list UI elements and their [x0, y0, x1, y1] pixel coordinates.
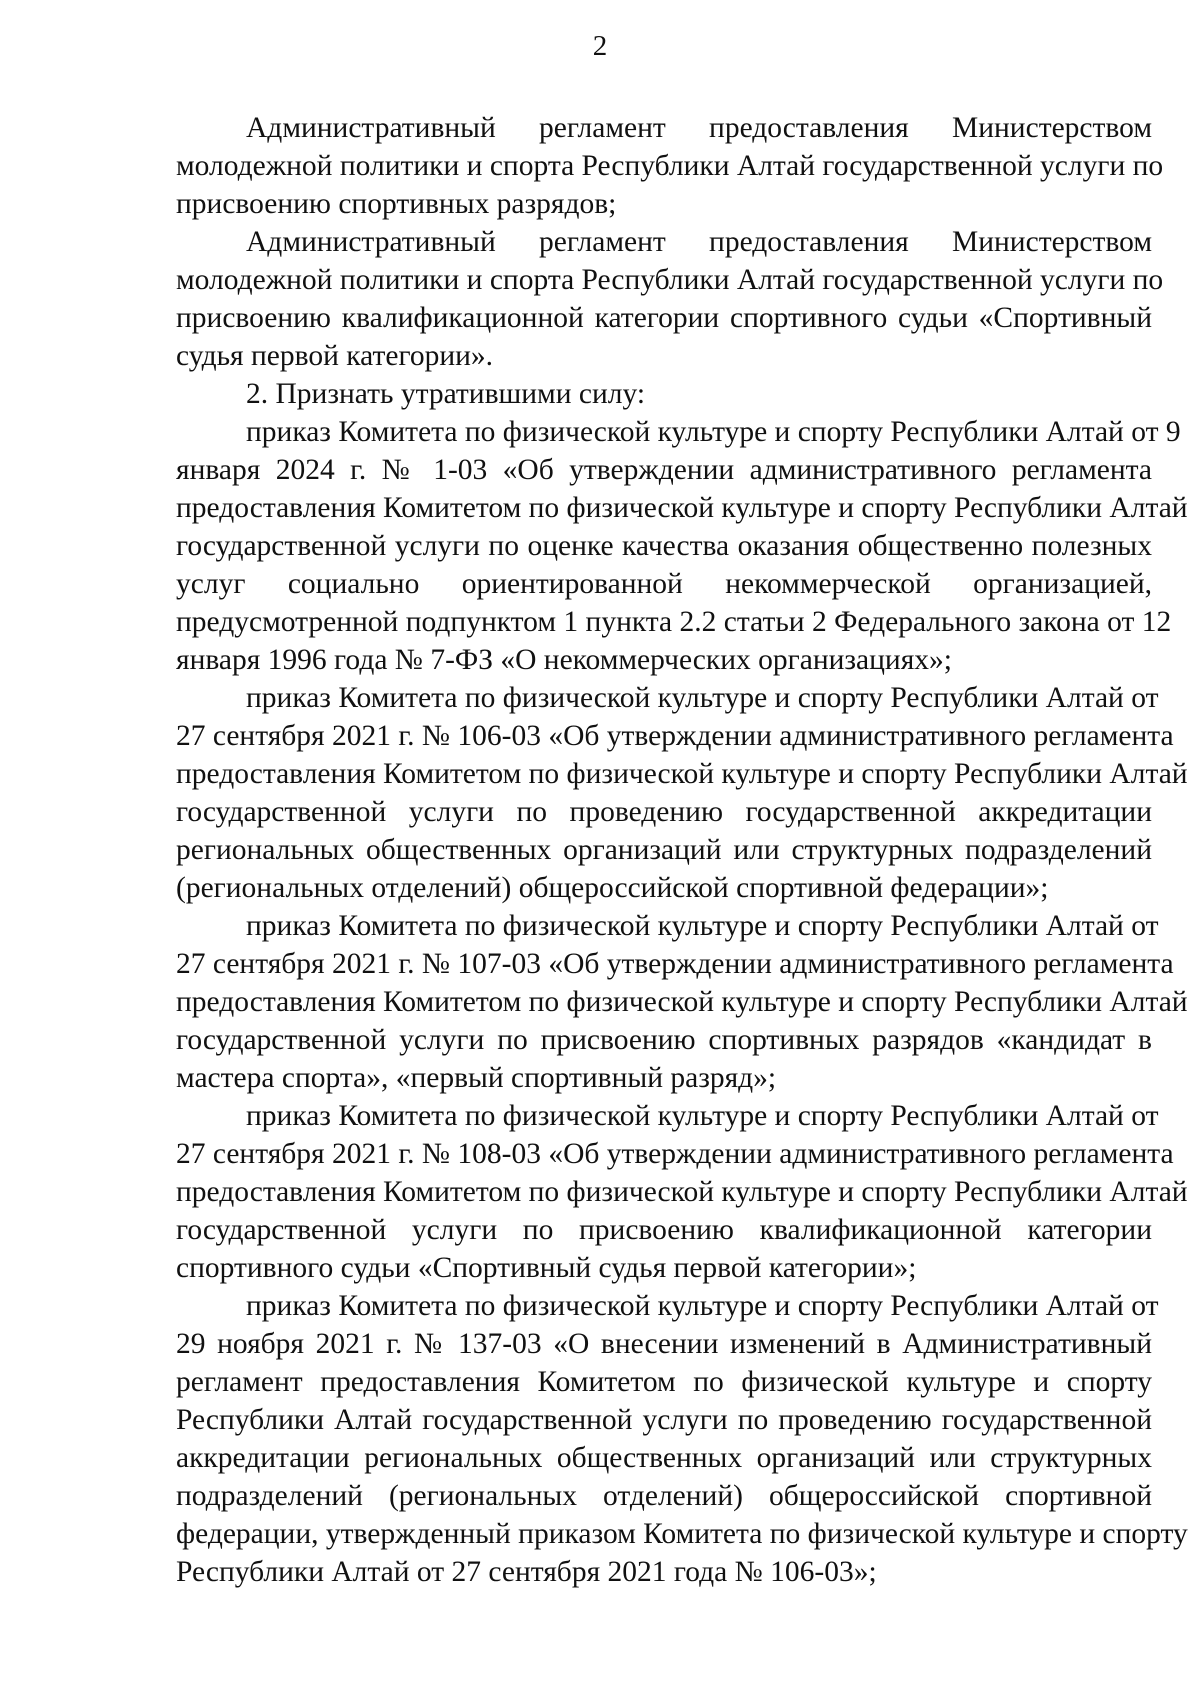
- text-line: предусмотренной подпунктом 1 пункта 2.2 статьи 2 Федерального закона от 12: [176, 606, 1172, 638]
- text-line: региональных общественных организаций или структурных подразделений: [176, 834, 1152, 866]
- text-line: молодежной политики и спорта Республики Алтай государственной услуги по: [176, 150, 1164, 182]
- text-line: государственной услуги по проведению государственной аккредитации: [176, 796, 1152, 828]
- text-line: предоставления Комитетом по физической культуре и спорту Республики Алтай: [176, 758, 1188, 790]
- text-line: предоставления Комитетом по физической культуре и спорту Республики Алтай: [176, 1176, 1188, 1208]
- document-body: [176, 109, 1188, 1591]
- paragraph: [176, 1097, 1188, 1287]
- text-line: подразделений (региональных отделений) общероссийской спортивной: [176, 1480, 1152, 1512]
- paragraph: [176, 413, 1188, 679]
- text-line: Республики Алтай государственной услуги по проведению государственной: [176, 1404, 1152, 1436]
- text-line: Административный регламент предоставления Министерством: [246, 112, 1152, 144]
- text-line: присвоению спортивных разрядов;: [176, 188, 617, 220]
- text-line: января 2024 г. № 1-03 «Об утверждении административного регламента: [176, 454, 1152, 486]
- text-line: 2. Признать утратившими силу:: [246, 378, 646, 410]
- text-line: предоставления Комитетом по физической культуре и спорту Республики Алтай: [176, 492, 1188, 524]
- text-line: молодежной политики и спорта Республики Алтай государственной услуги по: [176, 264, 1164, 296]
- text-line: услуг социально ориентированной некоммерческой организацией,: [176, 568, 1152, 600]
- text-line: федерации, утвержденный приказом Комитета по физической культуре и спорту: [176, 1518, 1188, 1550]
- text-line: Республики Алтай от 27 сентября 2021 года № 106-03»;: [176, 1556, 877, 1588]
- text-line: государственной услуги по оценке качества оказания общественно полезных: [176, 530, 1152, 562]
- text-line: приказ Комитета по физической культуре и спорту Республики Алтай от: [246, 1100, 1159, 1132]
- text-line: Административный регламент предоставления Министерством: [246, 226, 1152, 258]
- text-line: (региональных отделений) общероссийской спортивной федерации»;: [176, 872, 1049, 904]
- text-line: мастера спорта», «первый спортивный разряд»;: [176, 1062, 777, 1094]
- text-line: государственной услуги по присвоению квалификационной категории: [176, 1214, 1152, 1246]
- paragraph: [176, 1287, 1188, 1591]
- paragraph: [176, 109, 1164, 223]
- paragraph: [176, 223, 1164, 375]
- text-line: присвоению квалификационной категории спортивного судьи «Спортивный: [176, 302, 1152, 334]
- text-line: 27 сентября 2021 г. № 107-03 «Об утверждении административного регламента: [176, 948, 1174, 980]
- text-line: 27 сентября 2021 г. № 106-03 «Об утверждении административного регламента: [176, 720, 1174, 752]
- text-line: аккредитации региональных общественных организаций или структурных: [176, 1442, 1152, 1474]
- text-line: приказ Комитета по физической культуре и спорту Республики Алтай от 9: [246, 416, 1181, 448]
- text-line: приказ Комитета по физической культуре и спорту Республики Алтай от: [246, 1290, 1159, 1322]
- text-line: января 1996 года № 7-ФЗ «О некоммерческих организациях»;: [176, 644, 952, 676]
- paragraph: [176, 679, 1188, 907]
- text-line: 27 сентября 2021 г. № 108-03 «Об утверждении административного регламента: [176, 1138, 1174, 1170]
- text-line: государственной услуги по присвоению спортивных разрядов «кандидат в: [176, 1024, 1152, 1056]
- paragraph: [176, 907, 1188, 1097]
- text-line: судья первой категории».: [176, 340, 494, 372]
- page-number: 2: [592, 30, 608, 62]
- text-line: предоставления Комитетом по физической культуре и спорту Республики Алтай: [176, 986, 1188, 1018]
- paragraph: [176, 375, 1152, 413]
- text-line: 29 ноября 2021 г. № 137-03 «О внесении изменений в Административный: [176, 1328, 1152, 1360]
- text-line: приказ Комитета по физической культуре и спорту Республики Алтай от: [246, 910, 1159, 942]
- text-line: спортивного судьи «Спортивный судья первой категории»;: [176, 1252, 917, 1284]
- text-line: регламент предоставления Комитетом по физической культуре и спорту: [176, 1366, 1152, 1398]
- text-line: приказ Комитета по физической культуре и спорту Республики Алтай от: [246, 682, 1159, 714]
